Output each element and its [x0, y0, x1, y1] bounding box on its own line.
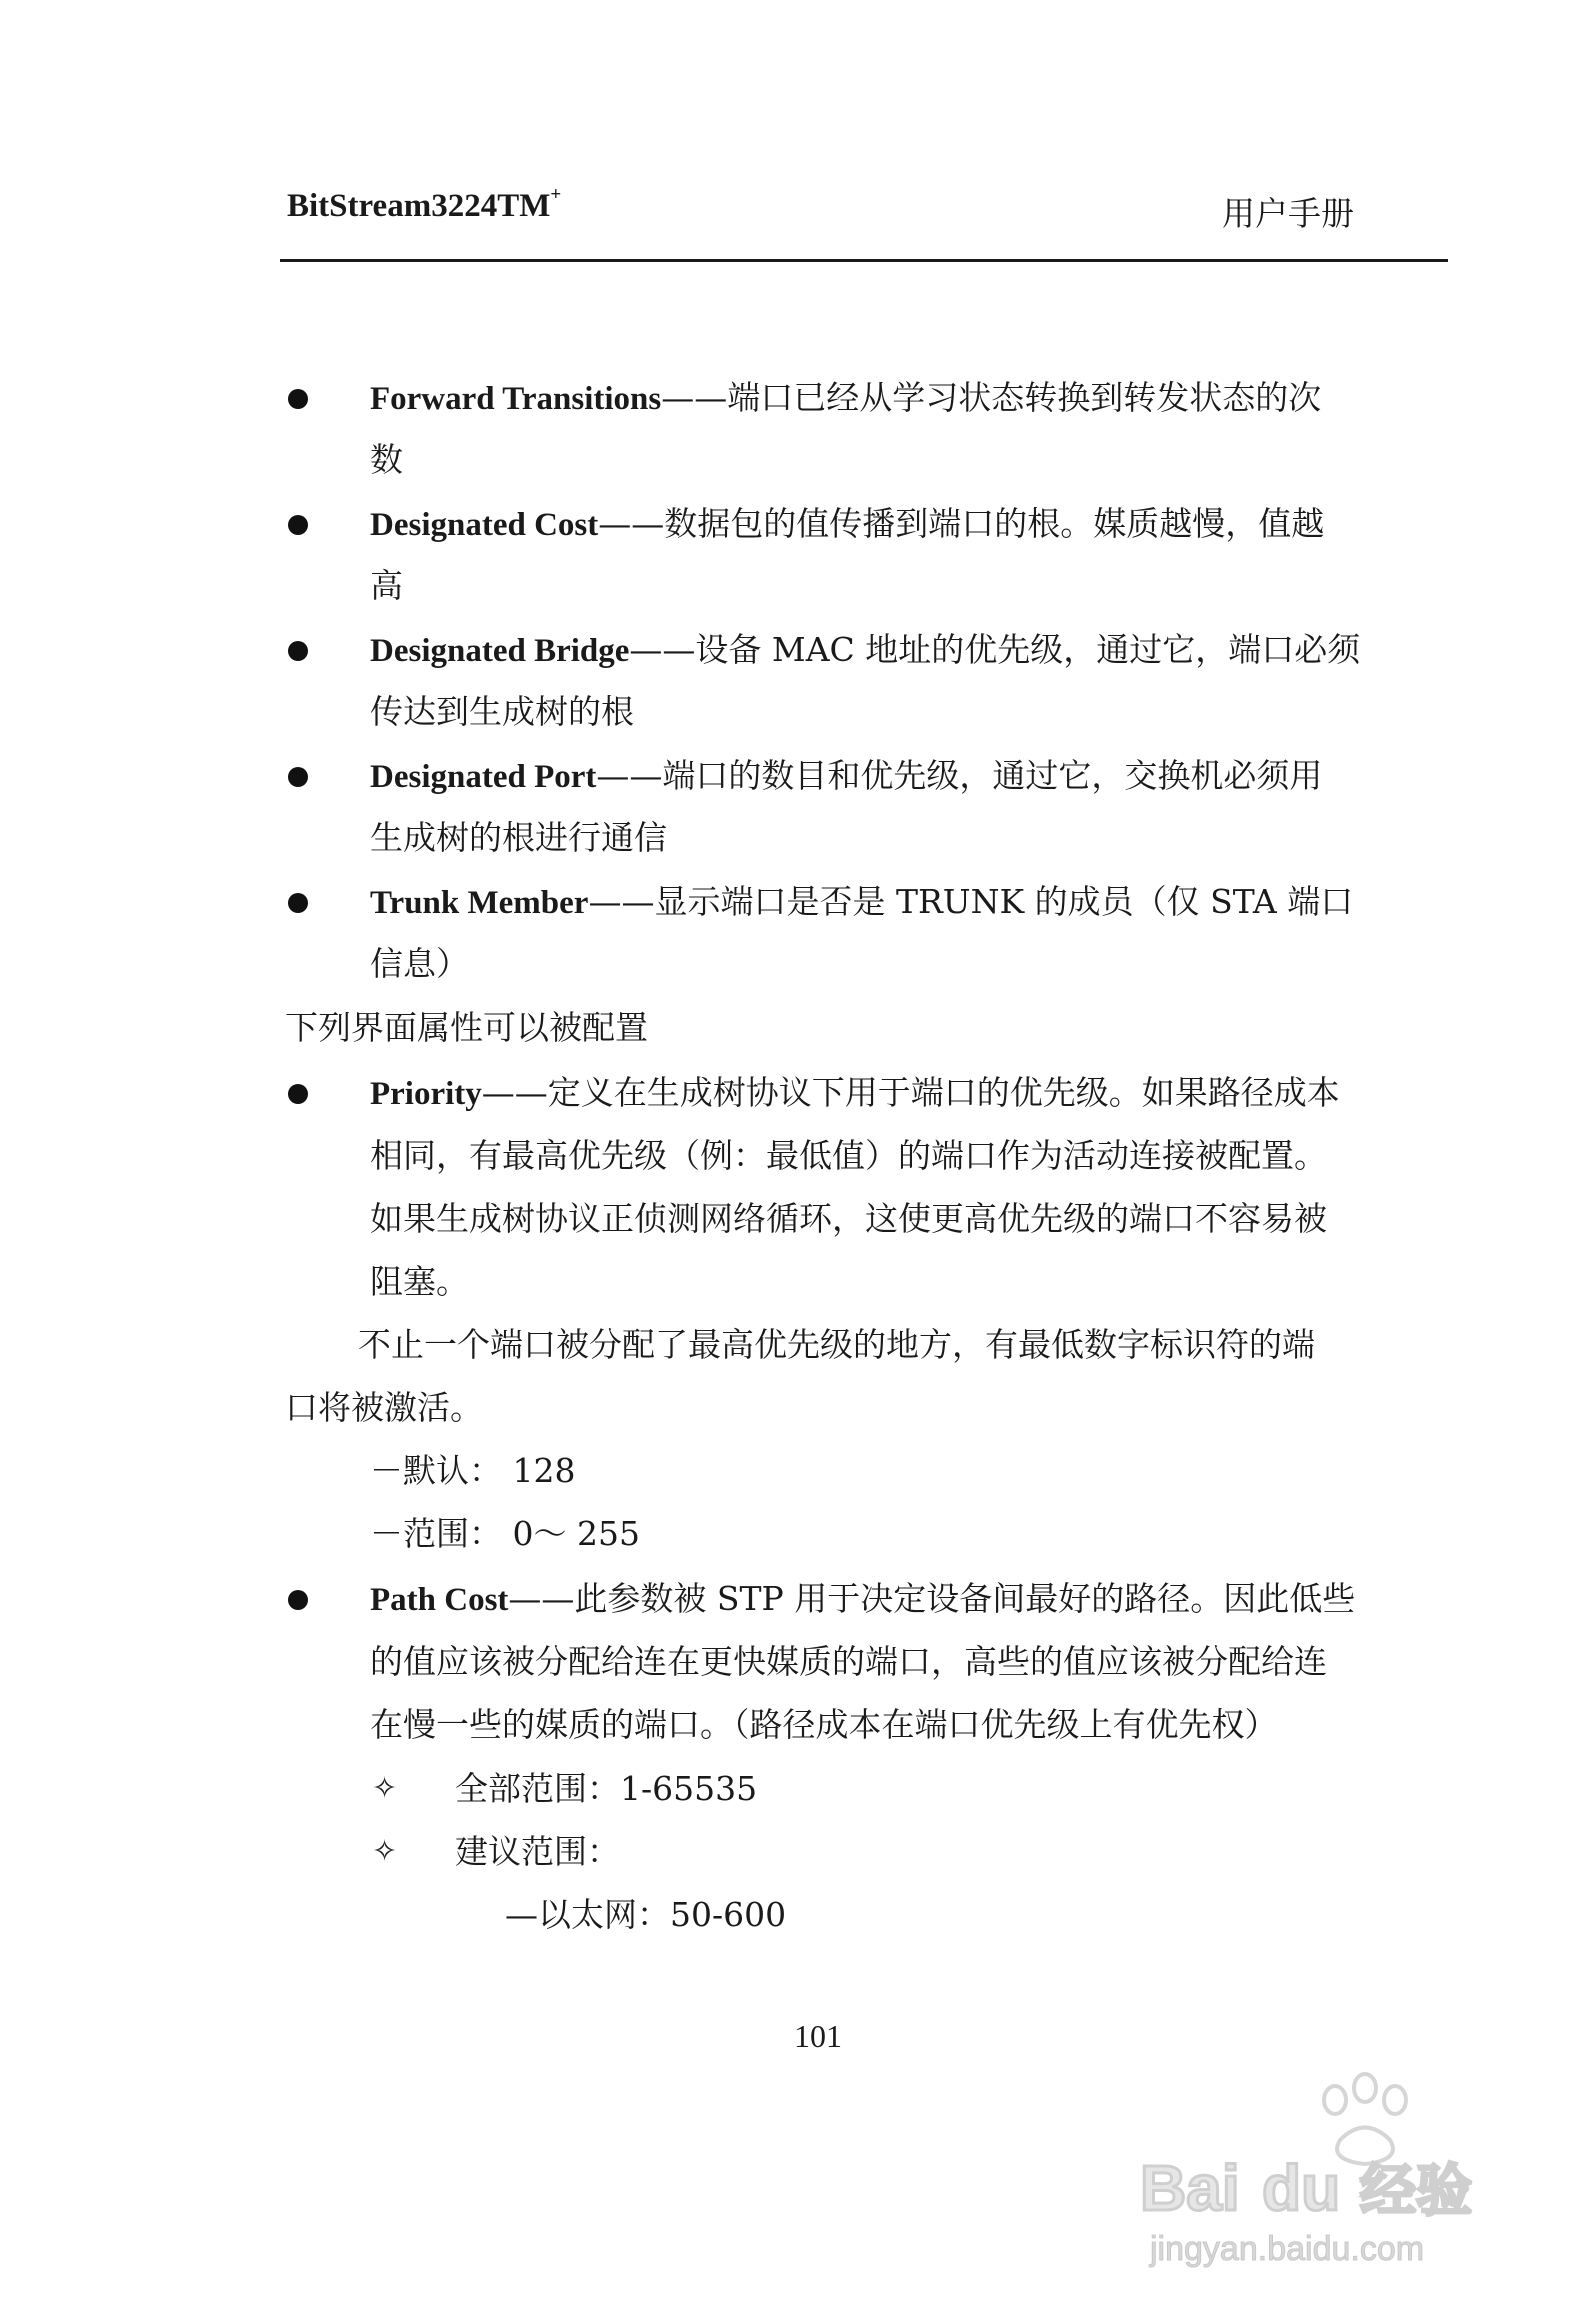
item-path-cost-line3: 在慢一些的媒质的端口。（路径成本在端口优先级上有优先权）: [370, 1705, 1278, 1744]
item-designated-cost-cont: 高: [370, 566, 403, 605]
page-number: 101: [794, 2018, 842, 2054]
item-priority-line3: 如果生成树协议正侦测网络循环，这使更高优先级的端口不容易被: [370, 1199, 1327, 1238]
bullet-icon: [288, 389, 308, 409]
item-designated-port-cont: 生成树的根进行通信: [370, 818, 667, 857]
header-rule: [280, 259, 1448, 262]
item-priority: Priority——定义在生成树协议下用于端口的优先级。如果路径成本: [370, 1073, 1340, 1112]
paragraph-line2: 口将被激活。: [285, 1388, 483, 1427]
bullet-icon: [288, 1084, 308, 1104]
config-intro: 下列界面属性可以被配置: [285, 1008, 648, 1047]
header-title: BitStream3224TM+: [287, 184, 562, 224]
item-designated-bridge: Designated Bridge——设备 MAC 地址的优先级，通过它，端口必须: [370, 630, 1361, 669]
svg-text:jingyan.baidu.com: jingyan.baidu.com: [1150, 2230, 1425, 2268]
path-cost-full-range: 全部范围：1-65535: [455, 1769, 758, 1808]
svg-text:du: du: [1262, 2152, 1341, 2224]
item-designated-bridge-cont: 传达到生成树的根: [370, 692, 634, 731]
svg-text:Bai: Bai: [1140, 2152, 1240, 2224]
bullet-icon: [288, 767, 308, 787]
bullet-icon: [288, 1590, 308, 1610]
item-forward-transitions-cont: 数: [370, 440, 403, 479]
item-designated-port: Designated Port——端口的数目和优先级，通过它，交换机必须用: [370, 756, 1323, 795]
priority-default: －默认： 128: [370, 1451, 576, 1490]
paragraph-line1: 不止一个端口被分配了最高优先级的地方，有最低数字标识符的端: [358, 1325, 1315, 1364]
header-title-sup: +: [550, 184, 562, 205]
path-cost-recommended: 建议范围：: [455, 1832, 620, 1871]
bullet-icon: [288, 893, 308, 913]
item-path-cost: Path Cost——此参数被 STP 用于决定设备间最好的路径。因此低些: [370, 1579, 1356, 1618]
item-trunk-member-cont: 信息）: [370, 944, 469, 983]
bullet-icon: [288, 641, 308, 661]
item-priority-line4: 阻塞。: [370, 1262, 469, 1301]
item-path-cost-line2: 的值应该被分配给连在更快媒质的端口，高些的值应该被分配给连: [370, 1642, 1327, 1681]
path-cost-ethernet: —以太网：50-600: [505, 1895, 787, 1934]
item-designated-cost: Designated Cost——数据包的值传播到端口的根。媒质越慢，值越: [370, 504, 1325, 543]
bullet-icon: [288, 515, 308, 535]
priority-range: －范围： 0～ 255: [370, 1514, 640, 1553]
item-trunk-member: Trunk Member——显示端口是否是 TRUNK 的成员（仅 STA 端口: [370, 882, 1354, 921]
diamond-bullet-icon: ✧: [372, 1771, 398, 1806]
baidu-jingyan-watermark: [1130, 2060, 1510, 2280]
diamond-bullet-icon: ✧: [372, 1834, 398, 1869]
item-forward-transitions: Forward Transitions——端口已经从学习状态转换到转发状态的次: [370, 378, 1322, 417]
item-priority-line2: 相同，有最高优先级（例：最低值）的端口作为活动连接被配置。: [370, 1136, 1327, 1175]
header-doc-type: 用户手册: [1222, 194, 1354, 233]
svg-text:经验: 经验: [1360, 2159, 1472, 2224]
